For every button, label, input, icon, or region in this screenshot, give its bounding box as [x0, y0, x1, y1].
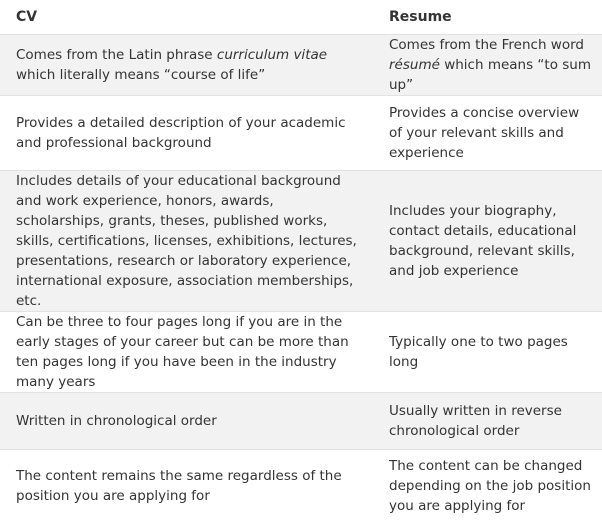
resume-content-cell: The content can be changed depending on the job position you are applying for: [373, 450, 602, 522]
table-row: [0, 393, 602, 450]
cv-content-cell: The content remains the same regardless of the position you are applying for: [0, 450, 373, 522]
cv-origin-cell: [0, 35, 373, 96]
resume-length-cell: Typically one to two pages long: [373, 312, 602, 393]
resume-origin-text-end: which means “to sum up”: [389, 57, 591, 93]
table-row: [0, 450, 602, 522]
resume-origin-cell: [373, 35, 602, 96]
header-resume: Resume: [373, 0, 602, 35]
resume-order-cell: Usually written in reverse chronological order: [373, 393, 602, 450]
table-row: [0, 312, 602, 393]
cv-origin-term: curriculum vitae: [217, 47, 327, 63]
resume-origin-term: résumé: [389, 57, 440, 73]
table-row: [0, 35, 602, 96]
cv-origin-text-end: which literally means “course of life”: [16, 67, 265, 83]
cv-origin-text: Comes from the Latin phrase: [16, 47, 217, 63]
cv-length-cell: Can be three to four pages long if you are in the early stages of your career but can be more than ten pages long if you have been in the industry many years: [0, 312, 373, 393]
cv-order-cell: Written in chronological order: [0, 393, 373, 450]
table-row: [0, 171, 602, 312]
resume-origin-text: Comes from the French word: [389, 37, 584, 53]
table-row: [0, 96, 602, 171]
cv-contents-cell: Includes details of your educational background and work experience, honors, awards, scholarships, grants, theses, published works, skills, certifications, licenses, exhibitions, lectures, presentations, research or laboratory experience, international exposure, association memberships, etc.: [0, 171, 373, 312]
header-cv: CV: [0, 0, 373, 35]
cv-description-cell: Provides a detailed description of your academic and professional background: [0, 96, 373, 171]
resume-description-cell: Provides a concise overview of your relevant skills and experience: [373, 96, 602, 171]
resume-contents-cell: Includes your biography, contact details, educational background, relevant skills, and job experience: [373, 171, 602, 312]
header-row: [0, 0, 602, 35]
